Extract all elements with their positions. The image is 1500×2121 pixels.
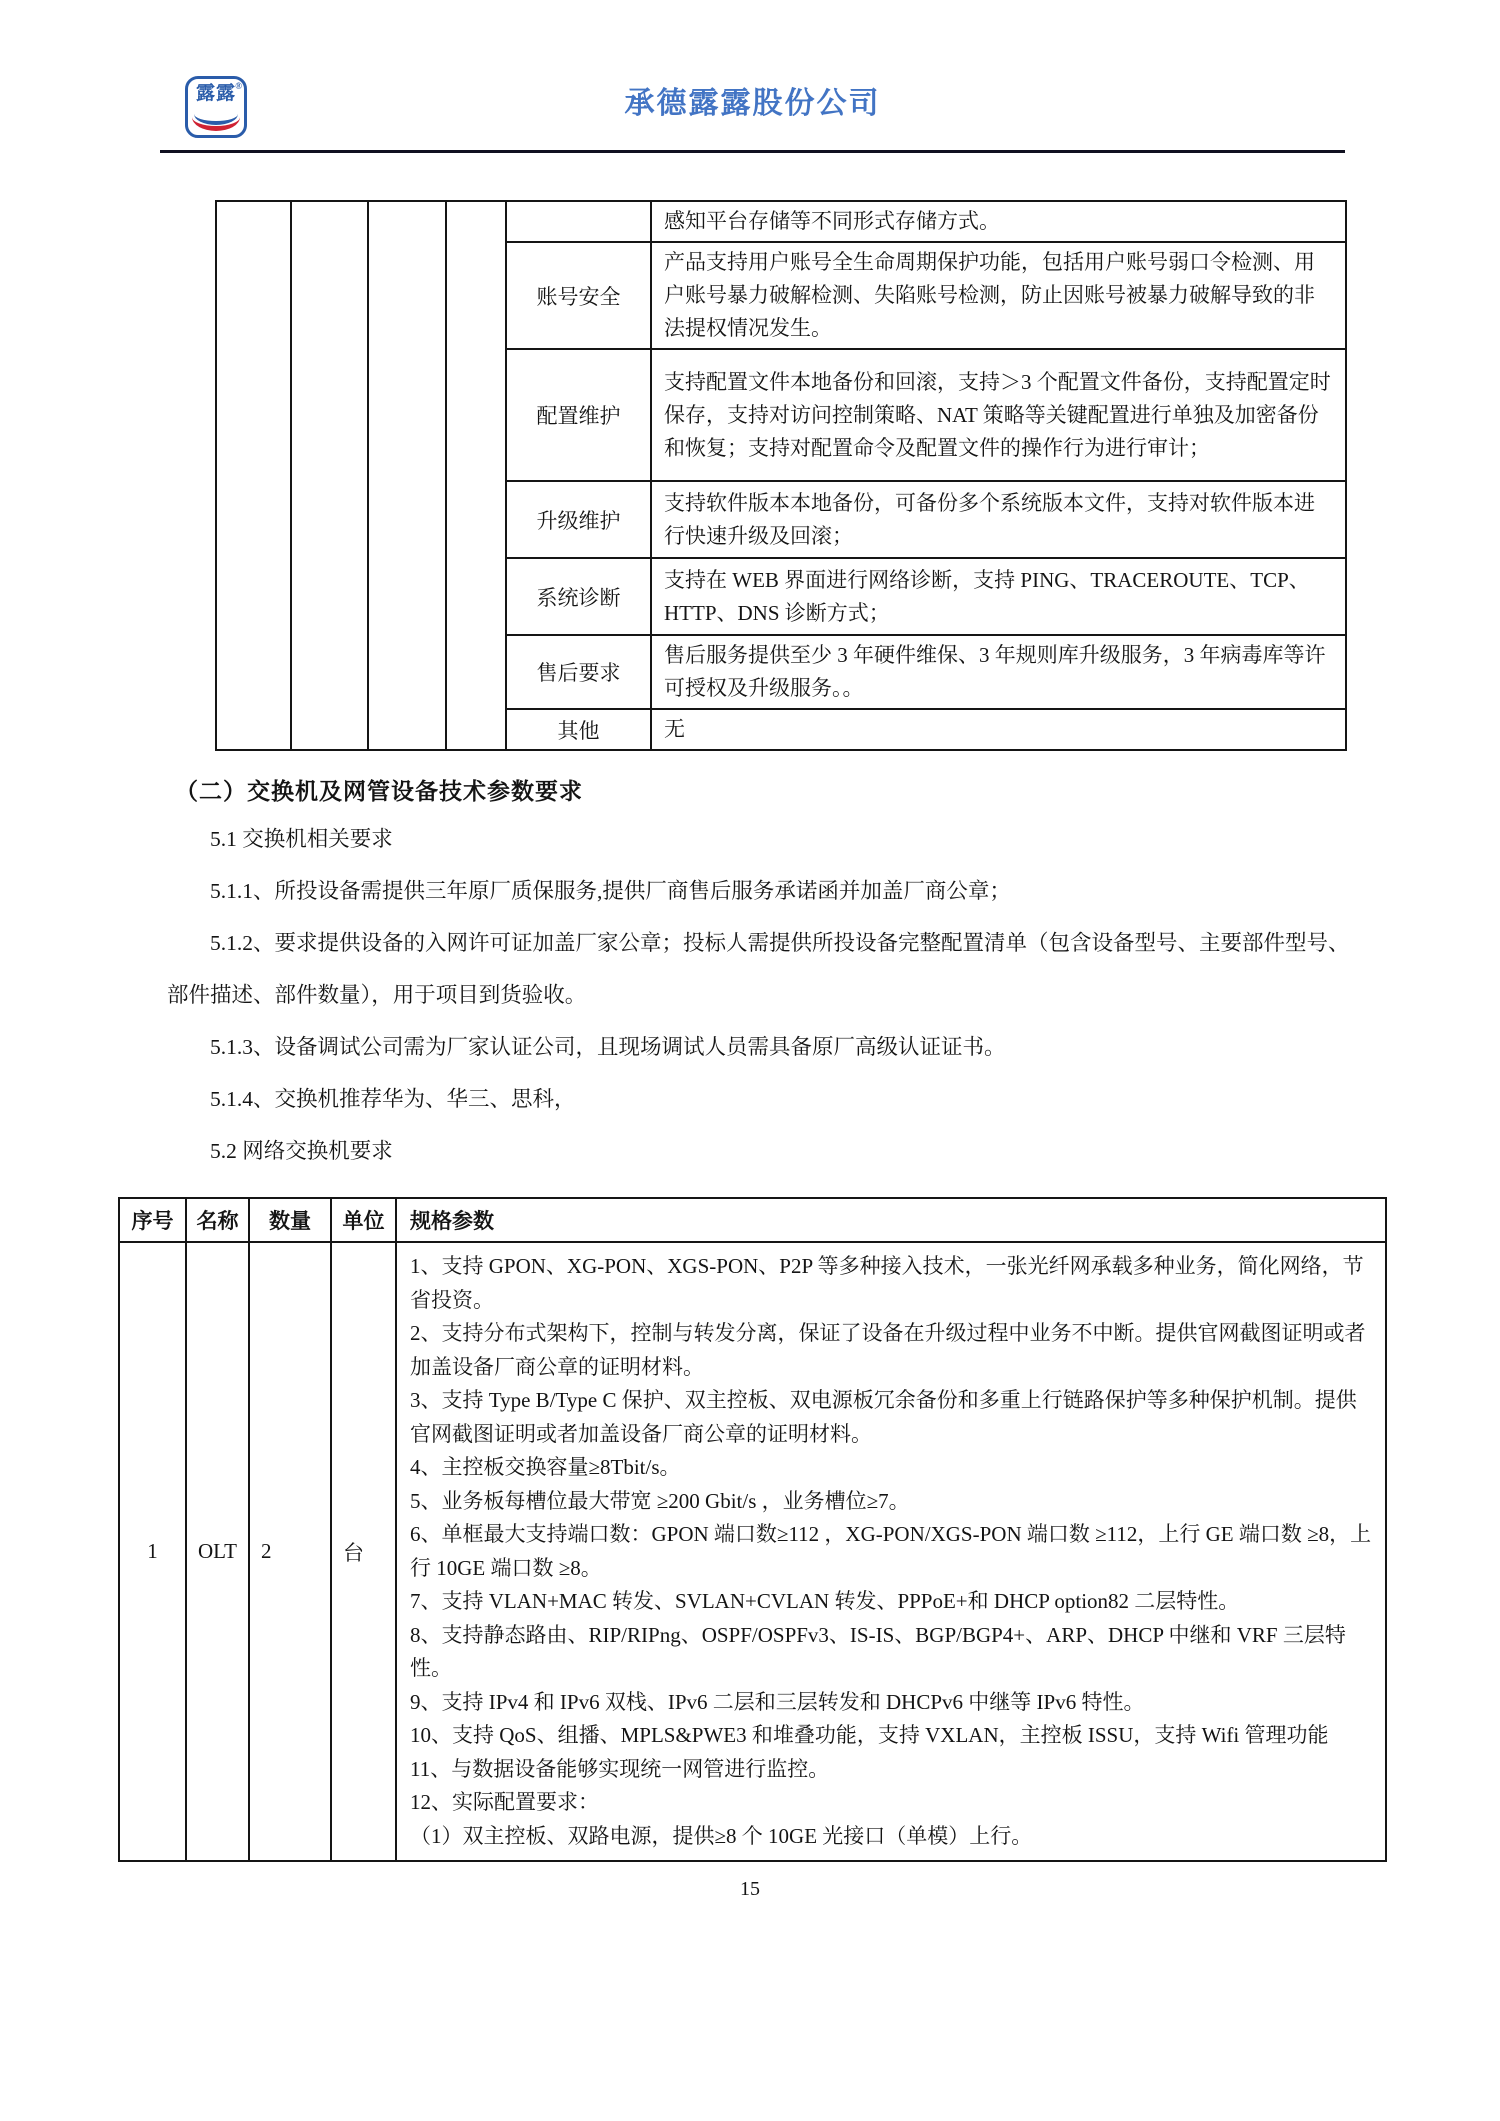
spec-item: 12、实际配置要求：	[410, 1790, 599, 1814]
paragraph-5-1-2: 5.1.2、要求提供设备的入网许可证加盖厂家公章；投标人需提供所投设备完整配置清单（包含设备型号、主要部件型号、部件描述、部件数量），用于项目到货验收。	[167, 931, 1350, 1007]
row-label	[506, 201, 651, 242]
paragraph-5-1-4: 5.1.4、交换机推荐华为、华三、思科，	[210, 1087, 576, 1111]
cell-qty: 2	[249, 1242, 331, 1861]
row-spec: 无	[651, 709, 1346, 750]
row-spec: 支持配置文件本地备份和回滚，支持＞3 个配置文件备份，支持配置定时保存，支持对访问控制策略、NAT 策略等关键配置进行单独及加密备份和恢复；支持对配置命令及配置文件的操作行为进行审计；	[651, 349, 1346, 481]
row-label: 系统诊断	[506, 558, 651, 635]
spec-item: 6、单框最大支持端口数：GPON 端口数≥112 ，XG-PON/XGS-PON 端口数 ≥112，上行 GE 端口数 ≥8，上行 10GE 端口数 ≥8。	[410, 1522, 1372, 1580]
cell-spec	[396, 1242, 1386, 1861]
registered-mark: ®	[235, 81, 243, 91]
section-heading: （二）交换机及网管设备技术参数要求	[175, 779, 583, 804]
header-spec: 规格参数	[396, 1198, 1386, 1242]
spec-item: 9、支持 IPv4 和 IPv6 双栈、IPv6 二层和三层转发和 DHCPv6 中继等 IPv6 特性。	[410, 1689, 1145, 1714]
empty-cell	[368, 201, 446, 750]
header-qty: 数量	[249, 1198, 331, 1242]
spec-item: 8、支持静态路由、RIP/RIPng、OSPF/OSPFv3、IS-IS、BGP/BGP4+、ARP、DHCP 中继和 VRF 三层特性。	[410, 1622, 1346, 1680]
row-label: 账号安全	[506, 242, 651, 349]
table-row	[119, 1242, 1386, 1861]
spec-item: 10、支持 QoS、组播、MPLS&PWE3 和堆叠功能，支持 VXLAN，主控板 ISSU，支持 Wifi 管理功能	[410, 1723, 1329, 1747]
page-number: 15	[740, 1878, 760, 1900]
security-spec-table	[215, 200, 1347, 751]
row-spec: 支持在 WEB 界面进行网络诊断，支持 PING、TRACEROUTE、TCP、HTTP、DNS 诊断方式；	[651, 558, 1346, 635]
paragraph-5-1-1: 5.1.1、所投设备需提供三年原厂质保服务,提供厂商售后服务承诺函并加盖厂商公章；	[210, 879, 1011, 903]
row-spec: 产品支持用户账号全生命周期保护功能，包括用户账号弱口令检测、用户账号暴力破解检测、失陷账号检测，防止因账号被暴力破解导致的非法提权情况发生。	[651, 242, 1346, 349]
spec-item: 5、业务板每槽位最大带宽 ≥200 Gbit/s ，业务槽位≥7。	[410, 1488, 910, 1513]
row-spec: 感知平台存储等不同形式存储方式。	[651, 201, 1346, 242]
logo-characters: 露露	[195, 83, 236, 104]
paragraph-5-1-3: 5.1.3、设备调试公司需为厂家认证公司，且现场调试人员需具备原厂高级认证证书。	[210, 1035, 1006, 1059]
section-paragraphs	[167, 813, 1357, 1177]
company-title: 承德露露股份公司	[624, 87, 881, 120]
cell-unit: 台	[331, 1242, 396, 1861]
header-unit: 单位	[331, 1198, 396, 1242]
header-seq: 序号	[119, 1198, 186, 1242]
row-label: 升级维护	[506, 481, 651, 558]
paragraph-5-2: 5.2 网络交换机要求	[210, 1139, 393, 1163]
row-spec: 售后服务提供至少 3 年硬件维保、3 年规则库升级服务，3 年病毒库等许可授权及升级服务。。	[651, 635, 1346, 709]
spec-item: 4、主控板交换容量≥8Tbit/s。	[410, 1455, 681, 1479]
spec-item: 3、支持 Type B/Type C 保护、双主控板、双电源板冗余备份和多重上行链路保护等多种保护机制。提供官网截图证明或者加盖设备厂商公章的证明材料。	[410, 1388, 1357, 1446]
spec-item: （1）双主控板、双路电源，提供≥8 个 10GE 光接口（单模）上行。	[410, 1823, 1033, 1848]
row-label: 配置维护	[506, 349, 651, 481]
spec-item: 1、支持 GPON、XG-PON、XGS-PON、P2P 等多种接入技术，一张光纤网承载多种业务，简化网络，节省投资。	[410, 1254, 1364, 1312]
empty-cell	[291, 201, 368, 750]
cell-seq: 1	[119, 1242, 186, 1861]
spec-item: 11、与数据设备能够实现统一网管进行监控。	[410, 1756, 830, 1781]
cell-name: OLT	[186, 1242, 249, 1861]
row-label: 售后要求	[506, 635, 651, 709]
switch-spec-table	[118, 1197, 1387, 1862]
row-label: 其他	[506, 709, 651, 750]
page-header	[160, 0, 1345, 153]
spec-item: 2、支持分布式架构下，控制与转发分离，保证了设备在升级过程中业务不中断。提供官网截图证明或者加盖设备厂商公章的证明材料。	[410, 1321, 1366, 1379]
row-spec: 支持软件版本本地备份，可备份多个系统版本文件，支持对软件版本进行快速升级及回滚；	[651, 481, 1346, 558]
table-header-row	[119, 1198, 1386, 1242]
empty-cell	[216, 201, 291, 750]
empty-cell	[446, 201, 506, 750]
paragraph-5-1: 5.1 交换机相关要求	[210, 827, 393, 851]
header-name: 名称	[186, 1198, 249, 1242]
spec-item: 7、支持 VLAN+MAC 转发、SVLAN+CVLAN 转发、PPPoE+和 DHCP option82 二层特性。	[410, 1589, 1240, 1613]
